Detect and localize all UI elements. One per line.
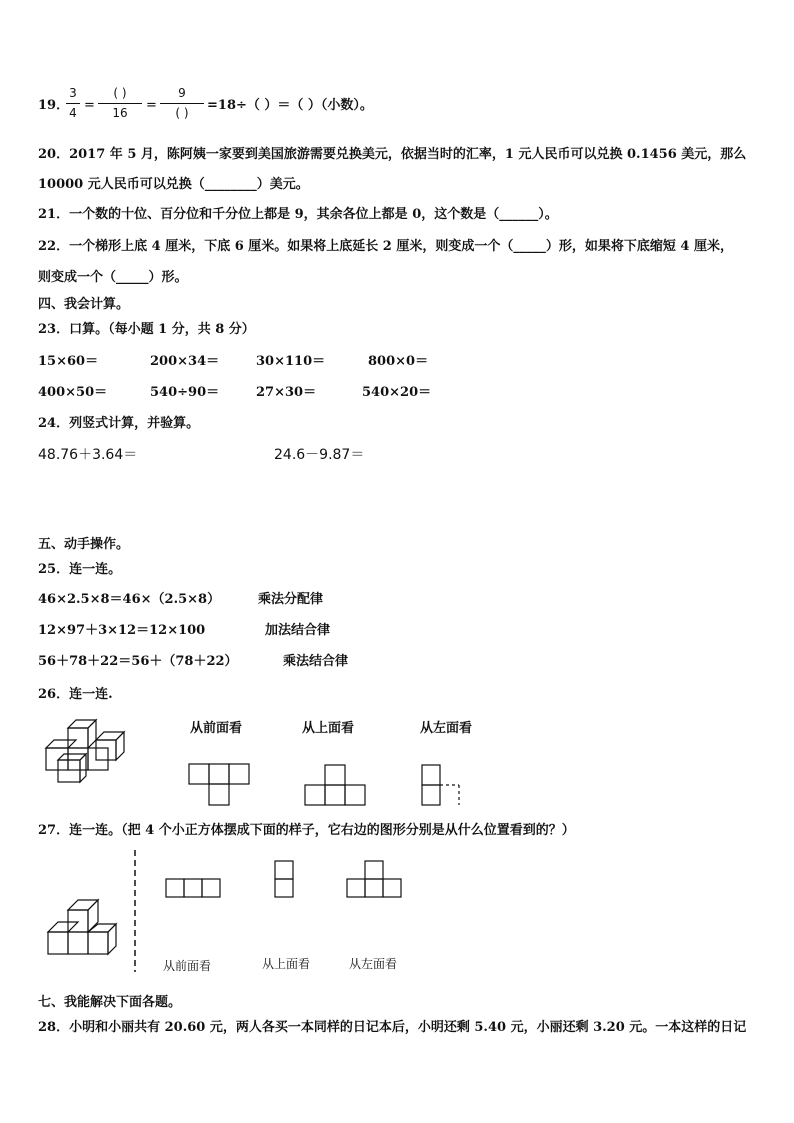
q19-fraction-1: [66, 86, 80, 121]
q23-item: 400×50＝: [38, 385, 108, 400]
section-4-heading: 四、我会计算。: [38, 297, 130, 312]
q26-label-top: 从上面看: [302, 721, 355, 736]
q19-frac1-denominator: 4: [69, 106, 77, 120]
q26-label-left: 从左面看: [420, 721, 473, 736]
q23-title: 23．口算。（每小题 1 分，共 8 分）: [38, 322, 255, 337]
q26-view-top-figure: [304, 764, 368, 808]
q25-left-item: 12×97＋3×12＝12×100: [38, 623, 206, 638]
q22-line2: 则变成一个（_____）形。: [38, 270, 188, 285]
q27-cube-figure: [40, 896, 126, 958]
q25-right-item: 乘法分配律: [258, 592, 324, 607]
q19-equals-2: =: [146, 98, 157, 113]
q19-frac3-numerator: 9: [178, 86, 186, 100]
q25-title: 25．连一连。: [38, 562, 122, 577]
q19-tail: =18÷（ ）＝（ ）（小数）。: [207, 98, 373, 113]
q19-frac2-numerator: ( ): [113, 86, 127, 100]
q23-item: 15×60＝: [38, 354, 99, 369]
q23-item: 540÷90＝: [150, 385, 220, 400]
q26-cube-figure: [40, 718, 130, 792]
q19-frac2-denominator: 16: [112, 106, 128, 120]
q27-view-t-figure: [346, 860, 406, 902]
q28-text: 28．小明和小丽共有 20.60 元，两人各买一本同样的日记本后，小明还剩 5.40 元，小丽还剩 3.20 元。一本这样的日记: [38, 1020, 747, 1035]
q24-title: 24．列竖式计算，并验算。: [38, 416, 200, 431]
q26-label-front: 从前面看: [190, 721, 243, 736]
q23-item: 200×34＝: [150, 354, 220, 369]
q26-view-left-figure: [421, 764, 465, 808]
q25-left-item: 56＋78＋22＝56＋（78＋22）: [38, 654, 238, 669]
q19-frac3-denominator: ( ): [175, 106, 189, 120]
q25-left-item: 46×2.5×8＝46×（2.5×8）: [38, 592, 221, 607]
q19-fraction-3: [160, 86, 204, 121]
q20-line1: 20．2017 年 5 月，陈阿姨一家要到美国旅游需要兑换美元，依据当时的汇率，1 元人民币可以兑换 0.1456 美元，那么: [38, 147, 747, 162]
q26-view-front-figure: [188, 763, 256, 807]
q19-number: 19．: [38, 98, 70, 113]
q19-fraction-2: [98, 86, 142, 121]
q22-line1: 22．一个梯形上底 4 厘米，下底 6 厘米。如果将上底延长 2 厘米，则变成一个（_____）形，如果将下底缩短 4 厘米，: [38, 239, 733, 254]
q27-dashed-divider: [130, 850, 140, 972]
q23-item: 30×110＝: [256, 354, 326, 369]
q27-label: 从上面看: [262, 957, 311, 971]
q27-label: 从前面看: [163, 959, 212, 973]
q23-item: 800×0＝: [368, 354, 429, 369]
q25-right-item: 乘法结合律: [283, 654, 349, 669]
q25-right-item: 加法结合律: [265, 623, 331, 638]
q27-view-column-figure: [274, 860, 296, 902]
q24-item: 48.76＋3.64＝: [38, 447, 138, 463]
q19-equals-1: =: [84, 98, 95, 113]
q26-title: 26．连一连.: [38, 687, 113, 702]
q23-item: 27×30＝: [256, 385, 317, 400]
q23-item: 540×20＝: [362, 385, 432, 400]
q27-label: 从左面看: [349, 957, 398, 971]
q20-line2: 10000 元人民币可以兑换（________）美元。: [38, 177, 309, 192]
q24-item: 24.6－9.87＝: [274, 447, 365, 463]
q21-text: 21．一个数的十位、百分位和千分位上都是 9，其余各位上都是 0，这个数是（______）。: [38, 207, 558, 222]
section-5-heading: 五、动手操作。: [38, 537, 130, 552]
q19-frac1-numerator: 3: [69, 86, 77, 100]
section-7-heading: 七、我能解决下面各题。: [38, 995, 182, 1010]
q27-view-row-figure: [165, 878, 225, 900]
q27-title: 27．连一连。（把 4 个小正方体摆成下面的样子，它右边的图形分别是从什么位置看到的？）: [38, 823, 575, 838]
